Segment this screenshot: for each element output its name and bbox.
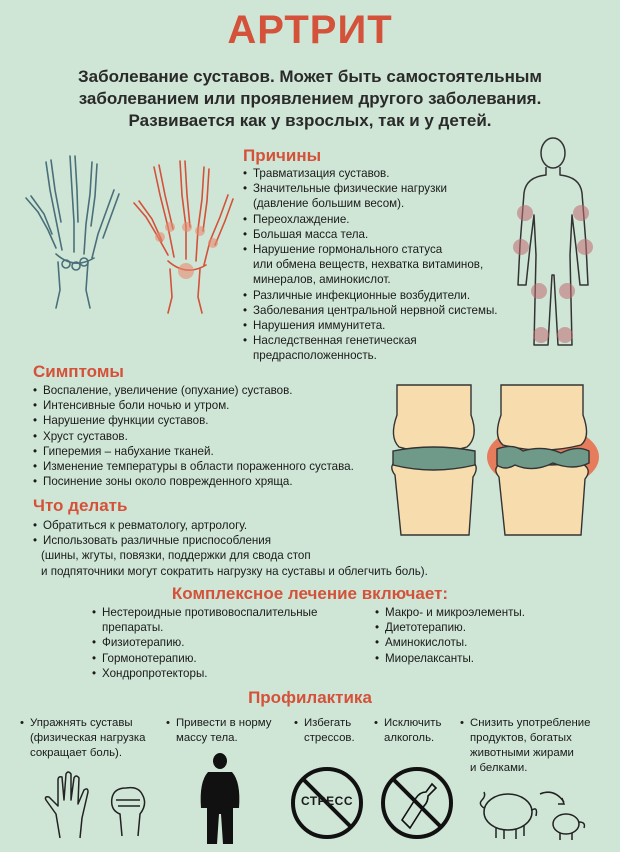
todo-heading: Что делать [33, 496, 128, 515]
list-item: • Различные инфекционные возбудители. [243, 288, 518, 303]
list-item: (давление большим весом). [253, 197, 405, 211]
stress-label: СТРЕСС [300, 794, 354, 808]
list-item: • Диетотерапию. [375, 620, 575, 635]
treatment-list-right [375, 605, 575, 666]
list-item: • Обратиться к ревматологу, артрологу. [33, 518, 473, 533]
list-item: • Гормонотерапию. [92, 651, 342, 666]
list-item: животными жирами [470, 747, 574, 759]
list-item: (шины, жгуты, повязки, поддержки для свода стоп [41, 549, 311, 563]
causes-heading: Причины [243, 146, 322, 165]
list-item: • Интенсивные боли ночью и утром. [33, 398, 383, 413]
prevention-col-exercise [20, 716, 170, 761]
page-title: АРТРИТ [227, 8, 393, 52]
list-item: • Значительные физические нагрузки [243, 181, 518, 196]
symptoms-heading: Симптомы [33, 362, 124, 381]
list-item: • Избегать [294, 716, 374, 731]
list-item: • Аминокислоты. [375, 635, 575, 650]
list-item: • Привести в норму [166, 716, 286, 731]
list-item: • Макро- и микроэлементы. [375, 605, 575, 620]
subtitle [20, 66, 600, 132]
no-alcohol-icon [380, 766, 454, 840]
list-item: и белками. [470, 762, 528, 774]
list-item: стрессов. [304, 732, 355, 744]
list-item: алкоголь. [384, 732, 435, 744]
list-item: • Исключить [374, 716, 464, 731]
list-item: • Воспаление, увеличение (опухание) суставов. [33, 383, 383, 398]
arthritic-hand-bones-icon [130, 155, 240, 315]
list-item: • Посинение зоны около поврежденного хряща. [33, 474, 383, 489]
subtitle-line: Развивается как у взрослых, так и у детей. [128, 111, 492, 130]
prevention-col-alcohol [374, 716, 464, 746]
list-item: минералов, аминокислот. [253, 273, 391, 287]
list-item: • Переохлаждение. [243, 212, 518, 227]
overweight-person-icon [195, 752, 245, 847]
list-item: • Нарушение гормонального статуса [243, 242, 518, 257]
list-item: • Миорелаксанты. [375, 651, 575, 666]
list-item: • Большая масса тела. [243, 227, 518, 242]
list-item: препараты. [102, 621, 164, 635]
symptoms-list [33, 383, 383, 489]
healthy-hand-bones-icon [18, 150, 128, 310]
list-item: или обмена веществ, нехватка витаминов, [253, 258, 484, 272]
prevention-col-stress [294, 716, 374, 746]
list-item: • Гиперемия – набухание тканей. [33, 444, 383, 459]
list-item: продуктов, богатых [470, 732, 572, 744]
causes-list [243, 166, 518, 364]
prevention-col-diet [460, 716, 610, 776]
prevention-col-weight [166, 716, 286, 746]
treatment-list-left [92, 605, 342, 681]
list-item: предрасположенность. [253, 349, 377, 363]
list-item: • Упражнять суставы [20, 716, 170, 731]
list-item: • Использовать различные приспособления [33, 533, 473, 548]
pig-icon [478, 782, 588, 844]
list-item: • Хруст суставов. [33, 429, 383, 444]
list-item: • Изменение температуры в области пораженного сустава. [33, 459, 383, 474]
list-item: • Хондропротекторы. [92, 666, 342, 681]
hands-exercise-icon [40, 770, 160, 840]
list-item: массу тела. [176, 732, 238, 744]
todo-list [33, 518, 473, 579]
subtitle-line: Заболевание суставов. Может быть самостоятельным [77, 67, 542, 86]
list-item: (физическая нагрузка [30, 732, 146, 744]
list-item: • Нарушения иммунитета. [243, 318, 518, 333]
list-item: и подпяточники могут сократить нагрузку на суставы и облегчить боль). [41, 564, 428, 578]
list-item: • Травматизация суставов. [243, 166, 518, 181]
list-item: сокращает боль). [30, 747, 123, 759]
treatment-heading: Комплексное лечение включает: [171, 584, 449, 603]
list-item: • Заболевания центральной нервной системы. [243, 303, 518, 318]
list-item: • Нестероидные противовоспалительные [92, 605, 342, 620]
list-item: • Снизить употребление [460, 716, 610, 731]
list-item: • Наследственная генетическая [243, 333, 518, 348]
subtitle-line: заболеванием или проявлением другого заболевания. [78, 89, 542, 108]
knee-joints-icon [383, 385, 603, 535]
list-item: • Физиотерапию. [92, 635, 342, 650]
human-body-joints-icon [508, 135, 598, 355]
list-item: • Нарушение функции суставов. [33, 413, 383, 428]
prevention-heading: Профилактика [248, 688, 372, 707]
